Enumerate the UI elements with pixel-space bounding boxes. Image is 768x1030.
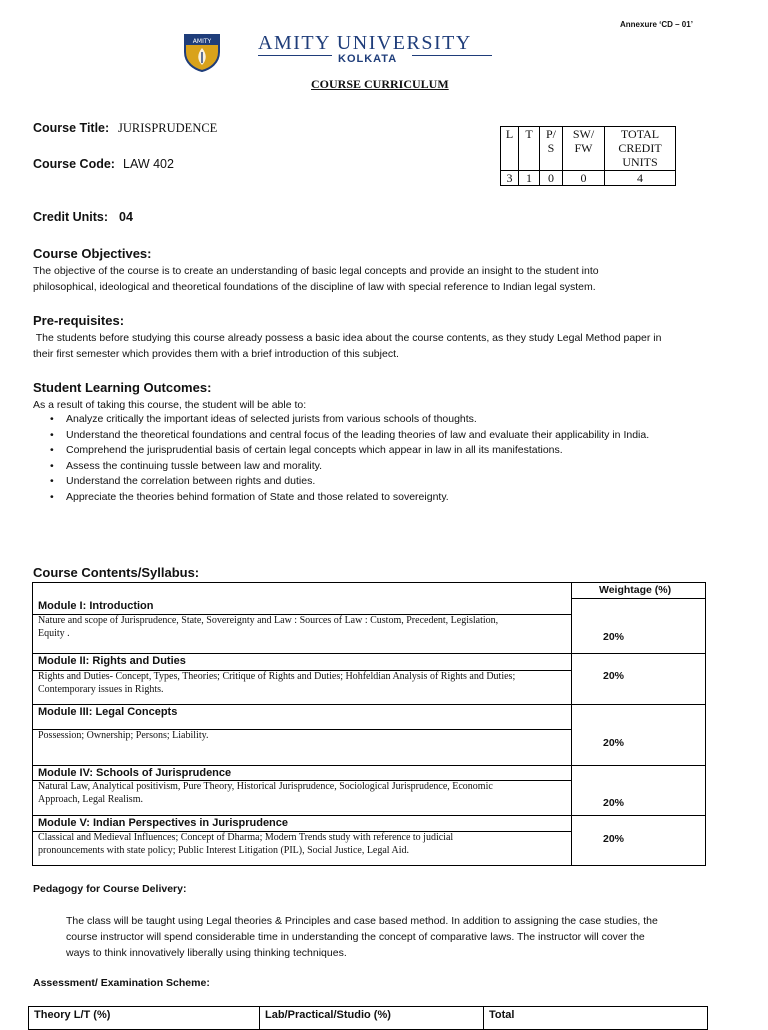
crest-text: AMITY	[192, 38, 212, 45]
pedagogy-line-1: The class will be taught using Legal theories & Principles and case based method. In addition to assigning the case studies, the	[66, 915, 658, 927]
assessment-column-divider	[483, 1007, 484, 1029]
list-item	[50, 443, 754, 459]
course-code-label: Course Code:	[33, 157, 115, 171]
ltp-header-t: T	[519, 127, 540, 171]
assessment-col-lab: Lab/Practical/Studio (%)	[265, 1009, 391, 1021]
module-1-line-2: Equity .	[38, 627, 70, 639]
campus-name: KOLKATA	[338, 53, 398, 65]
ltp-value-swfw: 0	[563, 171, 605, 186]
prerequisites-line-2: their first semester which provides them with a brief introduction of this subject.	[33, 348, 399, 360]
module-4-line-2: Approach, Legal Realism.	[38, 793, 143, 805]
list-item	[50, 490, 754, 506]
module-1-weight: 20%	[603, 631, 625, 643]
assessment-table	[28, 1006, 708, 1030]
list-item	[50, 428, 754, 444]
ltp-header-ps	[540, 127, 563, 171]
list-item	[50, 474, 754, 490]
outcomes-list	[34, 412, 754, 506]
bullet-icon: •	[50, 413, 54, 425]
prerequisites-heading: Pre-requisites:	[33, 313, 125, 328]
ltp-header-swfw-2: FW	[574, 141, 593, 155]
ltp-header-total-2: CREDIT	[618, 141, 662, 155]
module-1-title: Module I: Introduction	[38, 600, 154, 612]
syllabus-column-divider	[571, 583, 572, 865]
module-5-weight: 20%	[603, 833, 625, 845]
annexure-label: Annexure ‘CD – 01’	[620, 20, 693, 29]
pedagogy-line-2: course instructor will spend considerable time in understanding the concept of comparative laws. The instructor will cover the	[66, 931, 645, 943]
ltp-value-ps: 0	[540, 171, 563, 186]
pedagogy-heading: Pedagogy for Course Delivery:	[33, 883, 187, 895]
module-4-weight: 20%	[603, 797, 625, 809]
syllabus-rule	[33, 765, 705, 766]
outcome-text: Comprehend the jurisprudential basis of certain legal concepts which appear in law in all its manifestations.	[66, 444, 563, 457]
course-title-label: Course Title:	[33, 121, 110, 135]
header-rule-right	[412, 55, 492, 56]
objectives-line-2: philosophical, ideological and theoretical foundations of the discipline of law with special reference to Indian legal system.	[33, 281, 596, 293]
ltp-value-l: 3	[501, 171, 519, 186]
objectives-heading: Course Objectives:	[33, 246, 152, 261]
pedagogy-line-3: ways to think innovatively liberally using thinking techniques.	[66, 947, 347, 959]
bullet-icon: •	[50, 428, 54, 441]
assessment-column-divider	[259, 1007, 260, 1029]
module-4-line-1: Natural Law, Analytical positivism, Pure Theory, Historical Jurisprudence, Sociological Jurisprudence, Economic	[38, 781, 493, 792]
ltp-header-total	[605, 127, 676, 171]
module-5-line-1: Classical and Medieval Influences; Concept of Dharma; Modern Trends study with reference to judicial	[38, 832, 454, 843]
university-name: AMITY UNIVERSITY	[258, 32, 472, 54]
ltp-header-total-1: TOTAL	[620, 127, 660, 141]
prerequisites-line-1: The students before studying this course already possess a basic idea about the course contents, as they study Legal Method paper in	[33, 332, 662, 344]
outcome-text: Assess the continuing tussle between law and morality.	[66, 459, 323, 472]
syllabus-rule	[571, 598, 705, 599]
module-2-content	[38, 671, 566, 696]
ltp-header-ps-1: P/	[545, 127, 556, 141]
credit-units-value: 04	[119, 210, 133, 224]
ltp-value-t: 1	[519, 171, 540, 186]
ltp-header-swfw-1: SW/	[572, 127, 595, 141]
document-title: COURSE CURRICULUM	[311, 77, 449, 91]
bullet-icon: •	[50, 459, 54, 472]
outcome-text: Analyze critically the important ideas of selected jurists from various schools of thoughts.	[66, 413, 477, 425]
university-crest-icon	[183, 32, 221, 72]
syllabus-rule	[33, 653, 705, 654]
ltp-header-ps-2: S	[547, 141, 555, 155]
module-5-title: Module V: Indian Perspectives in Jurisprudence	[38, 817, 289, 829]
module-4-content	[38, 781, 566, 806]
module-2-line-2: Contemporary issues in Rights.	[38, 683, 164, 695]
course-code-value: LAW 402	[123, 157, 174, 171]
module-2-title: Module II: Rights and Duties	[38, 655, 186, 667]
module-3-weight: 20%	[603, 737, 625, 749]
syllabus-heading: Course Contents/Syllabus:	[33, 565, 200, 580]
credit-units-label: Credit Units:	[33, 210, 108, 224]
syllabus-rule	[33, 815, 705, 816]
assessment-col-total: Total	[489, 1009, 515, 1021]
objectives-line-1: The objective of the course is to create an understanding of basic legal concepts and provide an insight to the student into	[33, 265, 599, 277]
list-item	[50, 459, 754, 475]
outcome-text: Understand the theoretical foundations and central focus of the leading theories of law and evaluate their applicability in India.	[66, 428, 650, 441]
ltp-header-total-3: UNITS	[622, 155, 658, 169]
ltp-value-total: 4	[605, 171, 676, 186]
syllabus-table	[32, 582, 706, 866]
ltp-credit-table	[500, 126, 676, 186]
module-4-title: Module IV: Schools of Jurisprudence	[38, 767, 232, 779]
outcomes-intro: As a result of taking this course, the student will be able to:	[33, 399, 307, 411]
list-item	[50, 412, 754, 428]
module-1-line-1: Nature and scope of Jurisprudence, State, Sovereignty and Law : Sources of Law : Custom, Precedent, Legislation,	[38, 615, 499, 626]
module-5-content	[38, 832, 566, 857]
course-title-value: JURISPRUDENCE	[118, 121, 218, 135]
module-2-weight: 20%	[603, 670, 625, 682]
weightage-header: Weightage (%)	[599, 584, 672, 596]
module-3-title: Module III: Legal Concepts	[38, 706, 178, 718]
module-3-content: Possession; Ownership; Persons; Liability.	[38, 730, 209, 741]
module-5-line-2: pronouncements with state policy; Public Interest Litigation (PIL), Social Justice, Legal Aid.	[38, 844, 410, 856]
outcome-text: Understand the correlation between rights and duties.	[66, 475, 316, 488]
bullet-icon: •	[50, 475, 54, 488]
assessment-heading: Assessment/ Examination Scheme:	[33, 977, 210, 989]
ltp-header-swfw	[563, 127, 605, 171]
assessment-col-theory: Theory L/T (%)	[34, 1009, 111, 1021]
module-2-line-1: Rights and Duties- Concept, Types, Theories; Critique of Rights and Duties; Hohfeldian Analysis of Rights and Duties;	[38, 671, 516, 682]
syllabus-rule	[33, 704, 705, 705]
header-rule-left	[258, 55, 332, 56]
outcomes-heading: Student Learning Outcomes:	[33, 380, 212, 395]
module-1-content	[38, 615, 566, 640]
outcome-text: Appreciate the theories behind formation of State and those related to sovereignty.	[66, 490, 449, 503]
bullet-icon: •	[50, 490, 54, 503]
ltp-header-l: L	[501, 127, 519, 171]
bullet-icon: •	[50, 444, 54, 457]
